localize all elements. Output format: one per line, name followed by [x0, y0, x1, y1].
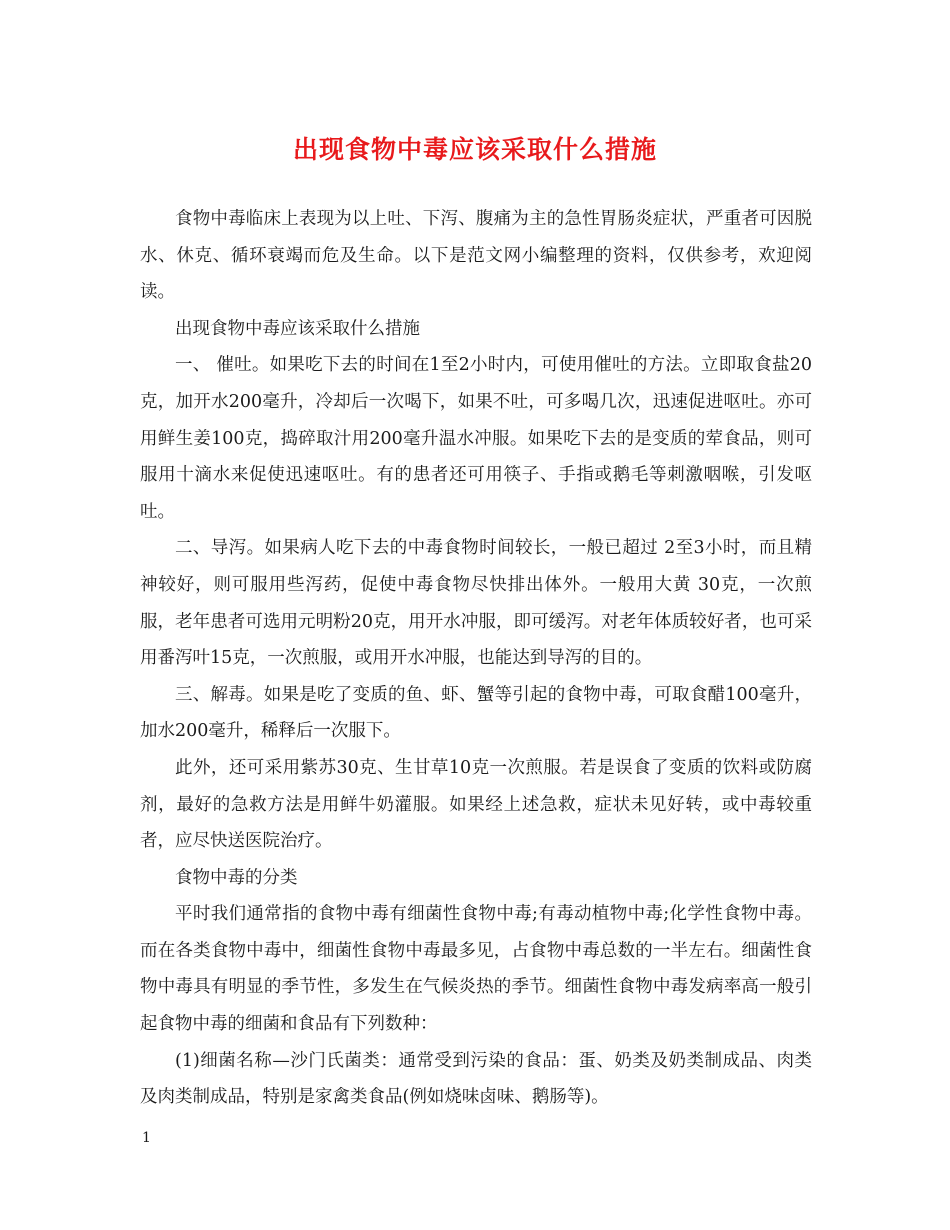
paragraph-additional: 此外，还可采用紫苏30克、生甘草10克一次煎服。若是误食了变质的饮料或防腐剂，最好的急救方法是用鲜牛奶灌服。如果经上述急救，症状未见好转，或中毒较重者，应尽快送医院治疗。: [140, 757, 812, 852]
document-title: 出现食物中毒应该采取什么措施: [292, 135, 657, 164]
page-number: 1: [142, 1130, 151, 1146]
paragraph-classification: 平时我们通常指的食物中毒有细菌性食物中毒;有毒动植物中毒;化学性食物中毒。而在各类食物中毒中，细菌性食物中毒最多见，占食物中毒总数的一半左右。细菌性食物中毒具有明显的季节性，多发生在气候炎热的季节。细菌性食物中毒发病率高一般引起食物中毒的细菌和食品有下列数种：: [140, 904, 812, 1035]
paragraph-induce-vomiting: 一、 催吐。如果吃下去的时间在1至2小时内，可使用催吐的方法。立即取食盐20克，加开水200毫升，冷却后一次喝下，如果不吐，可多喝几次，迅速促进呕吐。亦可用鲜生姜100克，捣碎取汁用200毫升温水冲服。如果吃下去的是变质的荤食品，则可服用十滴水来促使迅速呕吐。有的患者还可用筷子、手指或鹅毛等刺激咽喉，引发呕吐。: [140, 355, 812, 522]
paragraph-purge: 二、导泻。如果病人吃下去的中毒食物时间较长，一般已超过 2至3小时，而且精神较好，则可服用些泻药，促使中毒食物尽快排出体外。一般用大黄 30克，一次煎服，老年患者可选用元明粉20克，用开水冲服，即可缓泻。对老年体质较好者，也可采用番泻叶15克，一次煎服，或用开水冲服，也能达到导泻的目的。: [140, 538, 812, 669]
document-body: [140, 201, 812, 1116]
paragraph-subheading-classification: 食物中毒的分类: [175, 867, 298, 888]
paragraph-salmonella: (1)细菌名称—沙门氏菌类：通常受到污染的食品：蛋、奶类及奶类制成品、肉类及肉类制成品，特别是家禽类食品(例如烧味卤味、鹅肠等)。: [140, 1050, 812, 1108]
paragraph-detox: 三、解毒。如果是吃了变质的鱼、虾、蟹等引起的食物中毒，可取食醋100毫升，加水200毫升，稀释后一次服下。: [140, 684, 812, 742]
paragraph-subheading-measures: 出现食物中毒应该采取什么措施: [175, 318, 420, 339]
paragraph-intro: 食物中毒临床上表现为以上吐、下泻、腹痛为主的急性胃肠炎症状，严重者可因脱水、休克、循环衰竭而危及生命。以下是范文网小编整理的资料，仅供参考，欢迎阅读。: [140, 209, 812, 303]
